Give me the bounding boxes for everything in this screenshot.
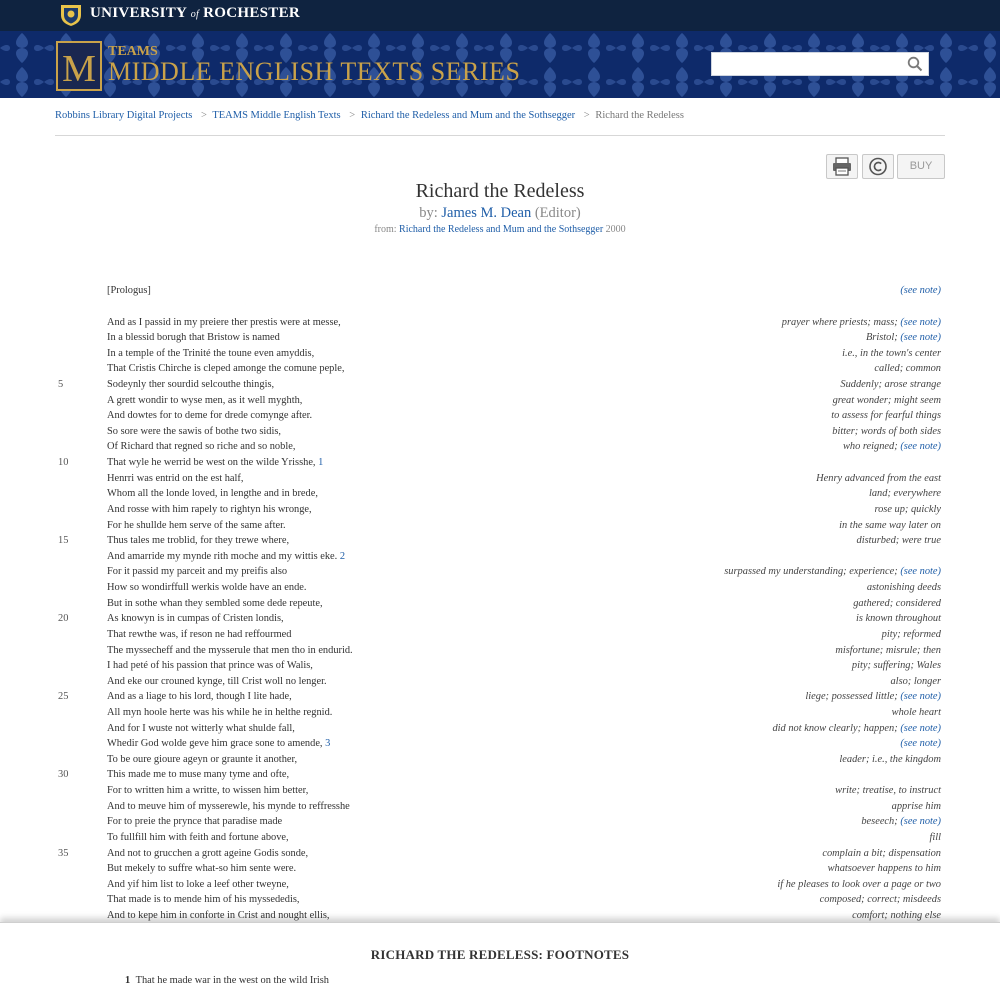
line-text-content: And to kepe him in conforte in Crist and nought ellis, [107, 910, 330, 921]
line-text-content: And as I passid in my preiere ther prestis were at messe, [107, 316, 341, 328]
poem-line [0, 643, 1000, 659]
gloss-text: if he pleases to look over a page or two [777, 878, 941, 890]
line-text-content: And for I wuste not witterly what shulde fall, [107, 722, 295, 734]
poem-line [0, 861, 1000, 877]
poem-line [0, 908, 1000, 921]
footnote-link[interactable]: 1 [318, 457, 324, 469]
poem-line [0, 830, 1000, 846]
gloss [852, 908, 941, 921]
print-button[interactable] [826, 154, 858, 179]
line-text [107, 315, 341, 331]
university-name-part1: UNIVERSITY [90, 5, 187, 21]
line-text [107, 580, 307, 596]
teams-logo-icon[interactable] [56, 41, 102, 91]
breadcrumb-separator: > [349, 110, 356, 121]
poem-line [0, 533, 1000, 549]
poem-line [0, 611, 1000, 627]
line-text [107, 674, 327, 690]
line-text-content: Sodeynly ther sourdid selcouthe thingis, [107, 378, 275, 390]
line-text [107, 643, 353, 659]
breadcrumb-separator: > [583, 110, 590, 121]
poem-line [0, 658, 1000, 674]
line-text-content: And to meuve him of mysserewle, his mynde to reffresshe [107, 800, 350, 812]
line-text-content: As knowyn is in cumpas of Cristen londis, [107, 613, 284, 625]
poem-line [0, 783, 1000, 799]
gloss [816, 471, 941, 487]
buy-button[interactable]: BUY [897, 154, 945, 179]
line-text [107, 799, 350, 815]
line-text [107, 518, 286, 534]
poem-line [0, 736, 1000, 752]
poem-line [0, 393, 1000, 409]
line-text [107, 767, 289, 783]
line-text-content: To be oure gioure ageyn or graunte it another, [107, 753, 298, 765]
poem-line [0, 361, 1000, 377]
author-role: (Editor) [534, 205, 581, 221]
line-number: 10 [58, 457, 69, 469]
line-text [107, 424, 281, 440]
gloss-text: comfort; nothing else [852, 910, 941, 921]
university-name[interactable] [90, 5, 300, 22]
see-note-link[interactable]: (see note) [900, 691, 941, 703]
footnote-link[interactable]: 3 [325, 738, 331, 750]
line-number: 5 [58, 378, 64, 390]
breadcrumb-link-collection[interactable]: Richard the Redeless and Mum and the Sothsegger [360, 110, 576, 121]
line-text [107, 455, 323, 471]
gloss [856, 611, 941, 627]
see-note-link[interactable]: (see note) [900, 441, 941, 453]
poem-line [0, 424, 1000, 440]
page-title: Richard the Redeless [415, 180, 585, 202]
university-bar [0, 0, 1000, 31]
poem-line [0, 408, 1000, 424]
author-link[interactable]: James M. Dean [441, 205, 532, 221]
gloss-text: astonishing deeds [866, 582, 941, 594]
line-text [107, 611, 284, 627]
university-name-of: of [190, 9, 200, 20]
see-note-link[interactable]: (see note) [900, 566, 941, 578]
poem-line [0, 346, 1000, 362]
line-text [107, 736, 330, 752]
source-year: 2000 [605, 224, 626, 235]
poem-line [0, 315, 1000, 331]
poem-line [0, 674, 1000, 690]
gloss [831, 408, 941, 424]
line-text-content: Whom all the londe loved, in lengthe and in brede, [107, 488, 318, 500]
gloss-text: gathered; considered [853, 597, 941, 609]
line-text [107, 486, 318, 502]
see-note-link[interactable]: (see note) [900, 332, 941, 344]
line-number: 35 [58, 847, 69, 859]
breadcrumb-link-robbins[interactable]: Robbins Library Digital Projects [55, 110, 193, 121]
poem-line [0, 799, 1000, 815]
gloss [820, 892, 941, 908]
poem-line [0, 486, 1000, 502]
gloss [833, 393, 941, 409]
gloss-text: Suddenly; arose strange [840, 378, 941, 390]
line-text-content: Thus tales me troblid, for they trewe where, [107, 535, 290, 547]
poem-line [0, 330, 1000, 346]
line-text-content: And amarride my mynde rith moche and my wittis eke. [107, 550, 338, 562]
poem-line [0, 767, 1000, 783]
poem-line [0, 471, 1000, 487]
gloss [869, 486, 941, 502]
poem-line [0, 455, 1000, 471]
from-prefix: from: [374, 224, 397, 235]
teams-label[interactable]: TEAMS [108, 44, 158, 59]
gloss-text: fill [929, 831, 941, 843]
line-text [107, 549, 345, 565]
breadcrumb-link-teams[interactable]: TEAMS Middle English Texts [212, 110, 341, 121]
gloss [852, 658, 941, 674]
svg-text:M: M [62, 48, 96, 90]
line-text [107, 721, 295, 737]
footnote-text: That he made war in the west on the wild Irish [135, 975, 329, 986]
gloss [805, 689, 941, 705]
poem-line [0, 814, 1000, 830]
gloss [822, 846, 941, 862]
line-text-content: That wyle he werrid be west on the wilde Yrisshe, [107, 457, 316, 469]
footnotes-panel [0, 922, 1000, 1001]
gloss [840, 377, 941, 393]
line-text-content: For he shullde hem serve of the same after. [107, 519, 286, 531]
line-text [107, 596, 323, 612]
source-link[interactable]: Richard the Redeless and Mum and the Sothsegger [399, 224, 604, 235]
divider [55, 135, 945, 136]
gloss-text: did not know clearly; happen; [772, 722, 898, 734]
line-number: 30 [58, 769, 69, 781]
search-box [711, 52, 929, 76]
gloss-text: disturbed; were true [856, 535, 941, 547]
gloss-text: leader; i.e., the kingdom [839, 753, 941, 765]
gloss [843, 439, 941, 455]
poem-line [0, 518, 1000, 534]
gloss-text: in the same way later on [839, 519, 941, 531]
gloss [828, 861, 941, 877]
footnote-link[interactable]: 2 [339, 550, 346, 562]
gloss-text: also; longer [890, 675, 941, 687]
line-text [107, 861, 296, 877]
gloss [853, 596, 941, 612]
line-text [107, 377, 274, 393]
university-name-part2: ROCHESTER [203, 5, 301, 21]
line-text-content: The myssecheff and the mysserule that men tho in endurid. [107, 644, 353, 656]
gloss-text: Henry advanced from the east [816, 472, 941, 484]
series-title[interactable]: MIDDLE ENGLISH TEXTS SERIES [108, 57, 521, 86]
poem-line [0, 580, 1000, 596]
line-text [107, 892, 300, 908]
gloss [832, 424, 941, 440]
gloss [772, 721, 941, 737]
gloss-text: write; treatise, to instruct [835, 785, 941, 797]
gloss-text: whatsoever happens to him [827, 863, 941, 875]
gloss [835, 783, 941, 799]
line-number: 15 [58, 535, 69, 547]
line-text-content: So sore were the sawis of bothe two sidis, [107, 425, 282, 437]
breadcrumb [55, 110, 684, 121]
line-text [107, 627, 291, 643]
gloss [857, 533, 941, 549]
line-text-content: And yif him list to loke a leef other tweyne, [107, 878, 289, 890]
gloss-text: Bristol; [865, 332, 898, 344]
gloss-text: rose up; quickly [874, 503, 941, 515]
gloss-text: whole heart [891, 707, 941, 718]
copyright-icon [863, 155, 893, 178]
gloss [882, 627, 941, 643]
line-number: 20 [58, 613, 69, 625]
gloss [782, 315, 941, 331]
line-text [107, 361, 344, 377]
line-text [107, 752, 297, 768]
line-text [107, 533, 289, 549]
gloss [890, 674, 941, 690]
see-note-link[interactable]: (see note) [900, 738, 941, 750]
line-text [107, 783, 308, 799]
line-text [107, 346, 314, 362]
poem-line [0, 627, 1000, 643]
line-text-content: But mekely to suffre what-so him sente were. [107, 863, 297, 875]
gloss [874, 502, 941, 518]
gloss-text: pity; suffering; Wales [851, 660, 941, 672]
line-text [107, 658, 313, 674]
poem-line [0, 846, 1000, 862]
line-text [107, 439, 295, 455]
prologue-label: [Prologus] [107, 285, 151, 296]
poem-line [0, 752, 1000, 768]
poem-line [0, 549, 1000, 565]
byline [0, 205, 1000, 222]
line-text-content: Of Richard that regned so riche and so noble, [107, 441, 296, 453]
line-text [107, 393, 302, 409]
poem-line [0, 596, 1000, 612]
line-text-content: In a blessid borugh that Bristow is named [107, 332, 280, 344]
gloss [842, 346, 941, 362]
line-text [107, 330, 280, 346]
gloss-text: beseech; [861, 816, 898, 828]
university-shield-icon[interactable] [58, 3, 84, 27]
gloss [777, 877, 941, 893]
gloss [892, 799, 941, 815]
poem-line [0, 721, 1000, 737]
poem-line [0, 877, 1000, 893]
line-text [107, 877, 289, 893]
line-text-content: That rewthe was, if reson ne had reffourmed [107, 628, 292, 640]
gloss-text: apprise him [891, 800, 941, 812]
line-text-content: And not to grucchen a grott ageine Godis sonde, [107, 847, 309, 859]
poem-line [0, 689, 1000, 705]
line-number: 25 [58, 691, 69, 703]
line-text [107, 830, 289, 846]
line-text [107, 471, 243, 487]
gloss-text: prayer where priests; mass; [781, 316, 898, 328]
line-text-content: I had peté of his passion that prince was of Walis, [107, 660, 313, 672]
poem-line [0, 439, 1000, 455]
source-line [0, 224, 1000, 235]
line-text-content: But in sothe whan they sembled some dede repeute, [107, 597, 323, 609]
breadcrumb-current: Richard the Redeless [595, 110, 684, 121]
search-icon[interactable] [907, 56, 923, 72]
copyright-button[interactable] [862, 154, 894, 179]
see-note-link[interactable]: (see note) [900, 816, 941, 828]
by-prefix: by: [419, 205, 438, 221]
gloss [861, 814, 941, 830]
line-text-content: For to preie the prynce that paradise made [107, 816, 283, 828]
line-text-content: A grett wondir to wyse men, as it well myghth, [107, 394, 303, 406]
line-text-content: And rosse with him rapely to rightyn his wronge, [107, 503, 312, 515]
line-text [107, 908, 330, 921]
line-text-content: Henrri was entrid on the est half, [107, 472, 244, 484]
see-note-link[interactable]: (see note) [900, 285, 941, 296]
gloss-text: bitter; words of both sides [832, 425, 941, 437]
gloss-text: who reigned; [842, 441, 898, 453]
gloss-text: pity; reformed [881, 628, 941, 640]
gloss [839, 518, 941, 534]
gloss [835, 643, 941, 659]
see-note-link[interactable]: (see note) [900, 722, 941, 734]
line-text-content: To fullfill him with feith and fortune above, [107, 831, 289, 843]
gloss [900, 736, 941, 752]
gloss-text: complain a bit; dispensation [822, 847, 941, 859]
prologue-line [0, 283, 1000, 299]
gloss-text: liege; possessed little; [805, 691, 898, 703]
footnote-number: 1 [125, 975, 131, 986]
search-input[interactable] [712, 53, 914, 75]
gloss [724, 564, 941, 580]
gloss [929, 830, 941, 846]
gloss-text: land; everywhere [868, 488, 941, 500]
poem-line [0, 564, 1000, 580]
line-text-content: And dowtes for to deme for drede comynge after. [107, 410, 313, 422]
line-text-content: For to written him a writte, to wissen him better, [107, 785, 309, 797]
gloss-text: i.e., in the town's center [842, 347, 941, 359]
gloss-text: composed; correct; misdeeds [819, 894, 941, 906]
line-text-content: For it passid my parceit and my preifis also [107, 566, 288, 578]
footnote-item[interactable] [125, 975, 329, 986]
gloss [866, 330, 941, 346]
printer-icon [827, 155, 857, 178]
gloss [839, 752, 941, 768]
line-text-content: That made is to mende him of his myssededis, [107, 894, 300, 906]
gloss-text: to assess for fearful things [831, 410, 941, 422]
poem-text [0, 281, 1000, 921]
line-text [107, 846, 308, 862]
line-text-content: That Cristis Chirche is cleped amonge the comune peple, [107, 363, 345, 375]
poem-line [0, 892, 1000, 908]
gloss-text: called; common [874, 363, 941, 375]
breadcrumb-separator: > [200, 110, 207, 121]
line-text-content: And as a liage to his lord, though I lite hade, [107, 691, 292, 703]
line-text [107, 705, 332, 721]
line-text-content: Whedir God wolde geve him grace sone to amende, [107, 738, 323, 750]
poem-line [0, 502, 1000, 518]
line-text [107, 689, 292, 705]
line-text [107, 564, 287, 580]
line-text [107, 502, 312, 518]
line-text-content: This made me to muse many tyme and ofte, [107, 769, 290, 781]
poem-line [0, 705, 1000, 721]
line-text-content: How so wondirffull werkis wolde have an ende. [107, 582, 307, 594]
line-text-content: All myn hoole herte was his while he in helthe regnid. [107, 707, 333, 718]
gloss-text: misfortune; misrule; then [835, 644, 941, 656]
line-text-content: In a temple of the Trinité the toune even amyddis, [107, 347, 315, 359]
line-text [107, 408, 312, 424]
footnotes-title: RICHARD THE REDELESS: FOOTNOTES [370, 947, 630, 962]
gloss [874, 361, 941, 377]
poem-line [0, 377, 1000, 393]
gloss-text: surpassed my understanding; experience; [724, 566, 898, 578]
see-note-link[interactable]: (see note) [900, 316, 941, 328]
line-text-content: And eke our crouned kynge, till Crist woll no lenger. [107, 675, 327, 687]
gloss-text: great wonder; might seem [832, 394, 941, 406]
gloss-text: is known throughout [855, 613, 941, 625]
gloss [892, 705, 941, 721]
line-text [107, 814, 282, 830]
gloss [867, 580, 941, 596]
